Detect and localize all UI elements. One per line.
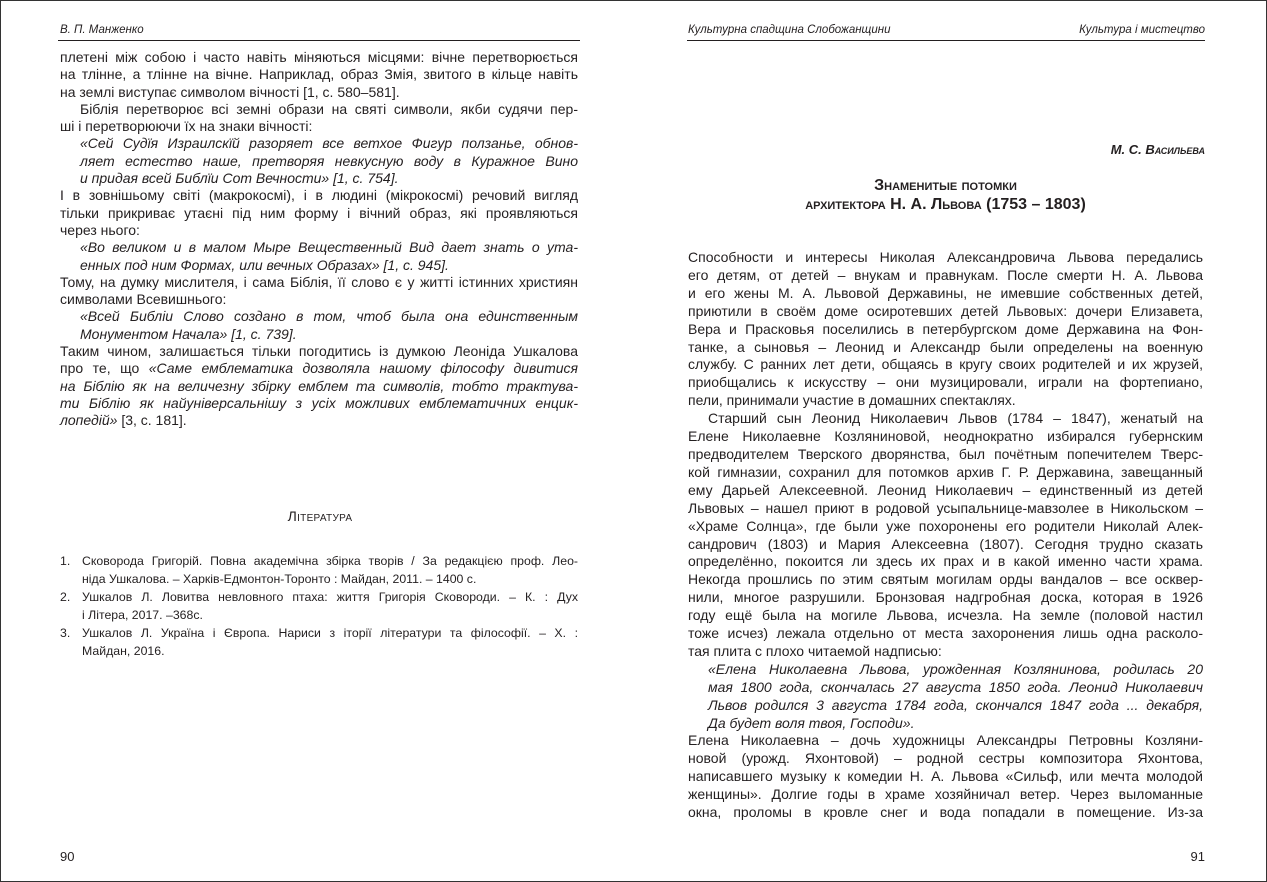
text: плетені між собою і часто навіть міняються місцями: вічне перетворюється bbox=[60, 49, 578, 65]
block-quote bbox=[688, 661, 1203, 733]
text-line bbox=[60, 84, 578, 101]
paragraph bbox=[60, 187, 578, 239]
text-line bbox=[60, 135, 578, 152]
text-line bbox=[688, 464, 1203, 482]
text: танке, а сыновья – Леонид и Александр были определены на военную bbox=[688, 338, 1203, 355]
text: ему Дарьей Алексеевной. Леонид Николаевич – единственный из детей bbox=[688, 481, 1203, 498]
text-line bbox=[688, 249, 1203, 267]
text-line bbox=[688, 267, 1203, 285]
paragraph bbox=[688, 410, 1203, 661]
reference-item bbox=[60, 552, 578, 588]
italic-text: Львов родился 3 августа 1784 года, скончался 1847 года ... декабря, bbox=[708, 696, 1203, 713]
text: кой гимназии, сохранил для потомков архив Г. Р. Державина, завещанный bbox=[688, 463, 1203, 480]
text: на землі виступає символом вічності [1, с. 580–581]. bbox=[60, 83, 400, 100]
text-line bbox=[688, 625, 1203, 643]
body-text bbox=[688, 249, 1203, 822]
text-line bbox=[688, 536, 1203, 554]
text-line bbox=[688, 446, 1203, 464]
text: окна, проломы в кровле снег и вода попадали в помещение. Из-за bbox=[688, 804, 1203, 821]
italic-text: «Всей Библіи Слово создано в том, чтоб была она единственным bbox=[80, 308, 578, 325]
text: Вера и Прасковья поселились в петербургском доме Державина на Фон- bbox=[688, 320, 1203, 337]
literature-heading: Література bbox=[287, 508, 353, 524]
paragraph bbox=[688, 249, 1203, 410]
text-line bbox=[60, 412, 578, 429]
text-line bbox=[688, 786, 1203, 804]
text: новой (урожд. Яхонтовой) – родной сестры композитора Яхонтова, bbox=[688, 750, 1203, 767]
text: на тлінне, а тлінне на вічне. Наприклад, образ Змія, звитого в кільце навіть bbox=[60, 66, 578, 83]
text-line bbox=[688, 643, 1203, 661]
text-line bbox=[60, 360, 578, 377]
text: женщины». Долгие годы в храме хозяйничал ветер. Через выломанные bbox=[688, 786, 1203, 803]
text-line bbox=[60, 378, 578, 395]
text: приютили в своём доме осиротевших детей Львовых: дочери Елизавета, bbox=[688, 302, 1203, 319]
reference-line: і Літера, 2017. –368с. bbox=[82, 608, 203, 622]
reference-number: 3. bbox=[60, 626, 71, 640]
text: приобщались к искусству – они музицировали, играли на фортепиано, bbox=[688, 374, 1203, 391]
running-head-section: Культура і мистецтво bbox=[1079, 24, 1205, 36]
paragraph bbox=[60, 49, 578, 101]
italic-text: «Елена Николаевна Львова, урожденная Козлянинова, родилась 20 bbox=[708, 660, 1203, 677]
body-text bbox=[60, 49, 578, 430]
text: Львовых – нашел приют в родовой усыпальнице-мавзолее в Никольском – bbox=[688, 499, 1203, 516]
header-rule bbox=[687, 40, 1205, 41]
reference-line: Ушкалов Л. Україна і Європа. Нариси з іторії літератури та філософії. – Х. : bbox=[82, 626, 578, 640]
text-line bbox=[688, 571, 1203, 589]
text-line bbox=[60, 153, 578, 170]
text-line bbox=[688, 374, 1203, 392]
text-line bbox=[688, 750, 1203, 768]
text: символами Всевишнього: bbox=[60, 291, 227, 308]
text-line bbox=[60, 205, 578, 222]
article-author: М. С. Васильева bbox=[1110, 142, 1205, 157]
text: І в зовнішьому світі (макрокосмі), і в людині (мікрокосмі) речовий вигляд bbox=[60, 187, 578, 204]
text: и его жены М. А. Львовой Державины, не имевшие собственных детей, bbox=[688, 284, 1203, 301]
text-line bbox=[60, 257, 578, 274]
paragraph bbox=[60, 101, 578, 136]
text-line bbox=[60, 187, 578, 204]
text-line bbox=[688, 732, 1203, 750]
text-line bbox=[688, 589, 1203, 607]
italic-text: енных под ним Формах, или вечных Образах» [1, с. 945]. bbox=[80, 256, 449, 273]
text: пели, принимали участие в домашних спектаклях. bbox=[688, 392, 1016, 409]
text: предводителем Тверского дворянства, был почётным попечителем Тверс- bbox=[688, 445, 1203, 462]
text-line bbox=[688, 661, 1203, 679]
text: ші і перетворюючи їх на знаки вічності: bbox=[60, 118, 313, 135]
italic-text: ляет естество наше, претворяя невкусную воду в Куражное Вино bbox=[80, 152, 578, 169]
reference-number: 2. bbox=[60, 590, 71, 604]
text-line bbox=[688, 518, 1203, 536]
block-quote bbox=[60, 239, 578, 274]
text: «Храме Солнца», где были уже похоронены его родители Николай Алек- bbox=[688, 517, 1203, 534]
text-line bbox=[688, 339, 1203, 357]
text-line bbox=[60, 118, 578, 135]
text-line bbox=[60, 66, 578, 83]
text-line bbox=[60, 239, 578, 256]
text-line bbox=[688, 500, 1203, 518]
text: сандрович (1803) и Мария Алексеевна (1807). Сегодня трудно сказать bbox=[688, 535, 1203, 552]
reference-number: 1. bbox=[60, 554, 71, 568]
title-line-2: архитектора Н. А. Львова (1753 – 1803) bbox=[805, 196, 1086, 213]
text: про те, що bbox=[60, 360, 149, 377]
text-line bbox=[688, 679, 1203, 697]
page-number: 91 bbox=[1190, 849, 1205, 864]
text-line bbox=[60, 274, 578, 291]
text-line bbox=[60, 49, 578, 66]
text: году ещё была на могиле Львова, исчезла. На земле (половой настил bbox=[688, 607, 1203, 624]
text-line bbox=[688, 428, 1203, 446]
italic-text: «Саме емблематика дозволяла нашому філософу дивитися bbox=[148, 360, 578, 377]
running-head-journal: Культурна спадщина Слобожанщини bbox=[688, 24, 891, 36]
header-rule bbox=[58, 40, 580, 41]
text-line bbox=[60, 308, 578, 325]
italic-text: Да будет воля твоя, Господи». bbox=[708, 714, 915, 731]
text-line bbox=[688, 392, 1203, 410]
title-line-1: Знаменитые потомки bbox=[874, 177, 1017, 194]
text: Способности и интересы Николая Александровича Львова передались bbox=[688, 249, 1203, 265]
reference-item bbox=[60, 588, 578, 624]
italic-text: Монументом Начала» [1, с. 739]. bbox=[80, 325, 297, 342]
italic-text: «Сей Судїя Израилскїй разоряет все ветхое Фигур ползанье, обнов- bbox=[80, 135, 578, 152]
text-line bbox=[688, 285, 1203, 303]
text-line bbox=[688, 303, 1203, 321]
text: Тому, на думку мислителя, і сама Біблія, її слово є у житті істинних християн bbox=[60, 273, 578, 290]
text: Елене Николаевне Козляниновой, неоднократно избирался губернским bbox=[688, 428, 1203, 445]
text: Біблія перетворює всі земні образи на святі символи, якби судячи пер- bbox=[80, 100, 578, 117]
text-line bbox=[60, 101, 578, 118]
right-page bbox=[633, 0, 1267, 882]
text-line bbox=[688, 356, 1203, 374]
reference-item bbox=[60, 624, 578, 660]
text-line bbox=[60, 222, 578, 239]
text-line bbox=[688, 321, 1203, 339]
running-head-author: В. П. Манженко bbox=[60, 24, 144, 36]
reference-line: ніда Ушкалова. – Харків-Едмонтон-Торонто : Майдан, 2011. – 1400 с. bbox=[82, 572, 477, 586]
paragraph bbox=[60, 274, 578, 309]
text: тая плита с плохо читаемой надписью: bbox=[688, 642, 942, 659]
text-line bbox=[60, 343, 578, 360]
italic-text: и придая всей Библїи Сот Вечности» [1, с. 754]. bbox=[80, 170, 399, 187]
italic-text: лопедій» bbox=[60, 412, 118, 429]
reference-line: Ушкалов Л. Ловитва невловного птаха: життя Григорія Сковороди. – К. : Дух bbox=[82, 590, 578, 604]
italic-text: на Біблію як на величезну збірку емблем та символів, тобто трактува- bbox=[60, 377, 578, 394]
text: нили, многое разрушили. Бронзовая надгробная доска, которая в 1926 bbox=[688, 589, 1203, 606]
paragraph bbox=[60, 343, 578, 429]
paragraph bbox=[688, 732, 1203, 822]
text-line bbox=[60, 326, 578, 343]
text: Таким чином, залишається тільки погодитись із думкою Леоніда Ушкалова bbox=[60, 343, 578, 360]
left-page bbox=[0, 0, 633, 882]
text: Некогда прошлись по этим святым могилам орды вандалов – все осквер- bbox=[688, 571, 1203, 588]
text: написавшего музыку к комедии Н. А. Львова «Сильф, или мечта молодой bbox=[688, 768, 1203, 785]
italic-text: ти Біблію як найуніверсальнішу з усіх можливих емблематичних енцик- bbox=[60, 394, 578, 411]
text-line bbox=[688, 482, 1203, 500]
text: [3, с. 181]. bbox=[117, 412, 187, 429]
block-quote bbox=[60, 308, 578, 343]
italic-text: мая 1800 года, скончалась 27 августа 1850 года. Леонид Николаевич bbox=[708, 678, 1203, 695]
text: Старший сын Леонид Николаевич Львов (1784 – 1847), женатый на bbox=[708, 410, 1203, 427]
text-line bbox=[688, 804, 1203, 822]
text-line bbox=[60, 395, 578, 412]
block-quote bbox=[60, 135, 578, 187]
reference-list bbox=[60, 552, 578, 660]
text: через нього: bbox=[60, 221, 140, 238]
italic-text: «Во великом и в малом Мыре Вещественный Вид дает знать о ута- bbox=[80, 239, 578, 256]
text-line bbox=[688, 697, 1203, 715]
page-number: 90 bbox=[60, 849, 75, 864]
text-line bbox=[688, 410, 1203, 428]
text: определённо, покоится ли здесь их прах и в какой именно части храма. bbox=[688, 553, 1203, 570]
text-line bbox=[688, 715, 1203, 733]
text: тільки прикриває утаєні під ним форму і вічний образ, які проявляються bbox=[60, 204, 578, 221]
text-line bbox=[688, 768, 1203, 786]
text-line bbox=[60, 170, 578, 187]
text: службу. С ранних лет дети, общаясь в кругу своих родителей и их жрузей, bbox=[688, 356, 1203, 373]
text-line bbox=[688, 553, 1203, 571]
text: тоже исчез) лежала отдельно от места захоронения лишь одна расколо- bbox=[688, 625, 1203, 642]
text: его детям, от детей – внукам и правнукам. После смерти Н. А. Львова bbox=[688, 266, 1203, 283]
text-line bbox=[60, 291, 578, 308]
reference-line: Сковорода Григорій. Повна академічна збірка творів / За редакцією проф. Лео- bbox=[82, 554, 578, 568]
article-title bbox=[688, 176, 1203, 214]
text-line bbox=[688, 607, 1203, 625]
reference-line: Майдан, 2016. bbox=[82, 644, 165, 658]
text: Елена Николаевна – дочь художницы Александры Петровны Козляни- bbox=[688, 732, 1203, 749]
